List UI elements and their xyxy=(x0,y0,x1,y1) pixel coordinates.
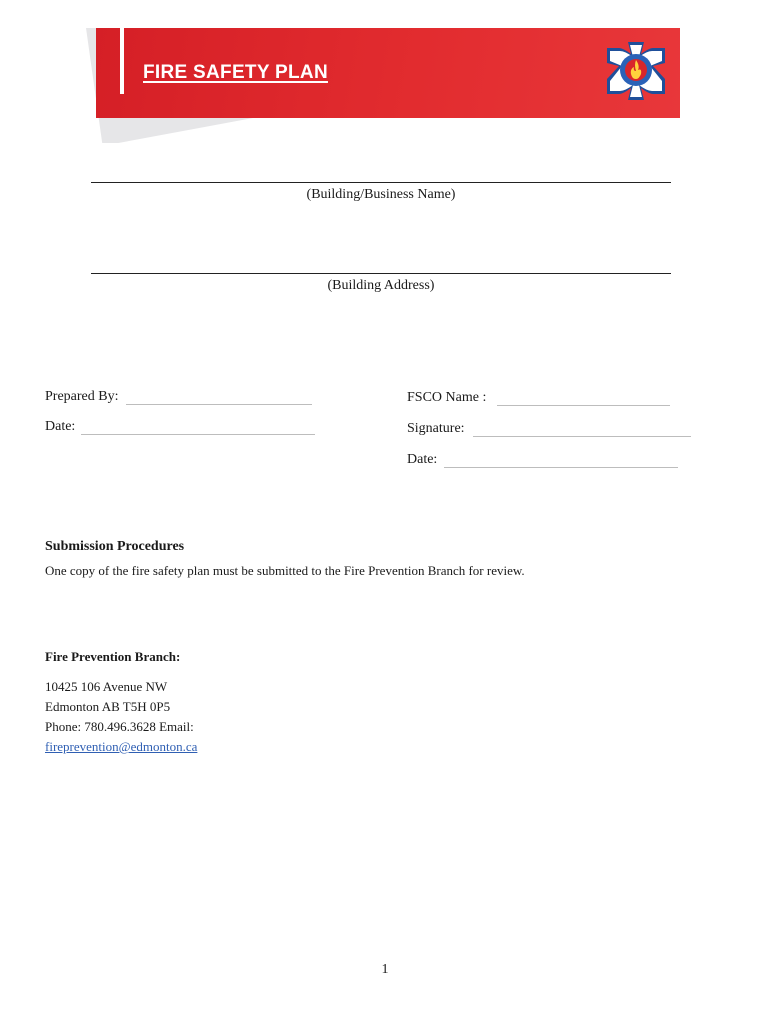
address-line-1: 10425 106 Avenue NW xyxy=(45,679,168,694)
date-left-label: Date: xyxy=(45,419,76,434)
fire-rescue-logo-icon xyxy=(605,40,667,102)
date-right-label: Date: xyxy=(407,452,438,467)
building-address-caption: (Building Address) xyxy=(327,278,435,293)
prepared-by-field[interactable] xyxy=(126,404,312,405)
building-name-line[interactable] xyxy=(91,182,671,183)
prepared-by-label: Prepared By: xyxy=(45,389,119,404)
email-link[interactable]: fireprevention@edmonton.ca xyxy=(45,739,198,754)
signature-field[interactable] xyxy=(473,436,691,437)
signature-label: Signature: xyxy=(407,421,465,436)
building-name-caption: (Building/Business Name) xyxy=(306,187,456,202)
address-line-2: Edmonton AB T5H 0P5 xyxy=(45,699,171,714)
document-title: FIRE SAFETY PLAN xyxy=(143,62,328,83)
submission-heading: Submission Procedures xyxy=(45,539,185,554)
date-right-field[interactable] xyxy=(444,467,678,468)
branch-heading: Fire Prevention Branch: xyxy=(45,649,181,664)
fsco-name-field[interactable] xyxy=(497,405,670,406)
page-number: 1 xyxy=(381,962,389,977)
date-left-field[interactable] xyxy=(81,434,315,435)
header-divider xyxy=(120,28,124,94)
fsco-name-label: FSCO Name : xyxy=(407,390,487,405)
branch-address xyxy=(45,677,197,757)
building-address-line[interactable] xyxy=(91,273,671,274)
phone-line: Phone: 780.496.3628 Email: xyxy=(45,719,194,734)
submission-text: One copy of the fire safety plan must be submitted to the Fire Prevention Branch for review. xyxy=(45,563,525,578)
